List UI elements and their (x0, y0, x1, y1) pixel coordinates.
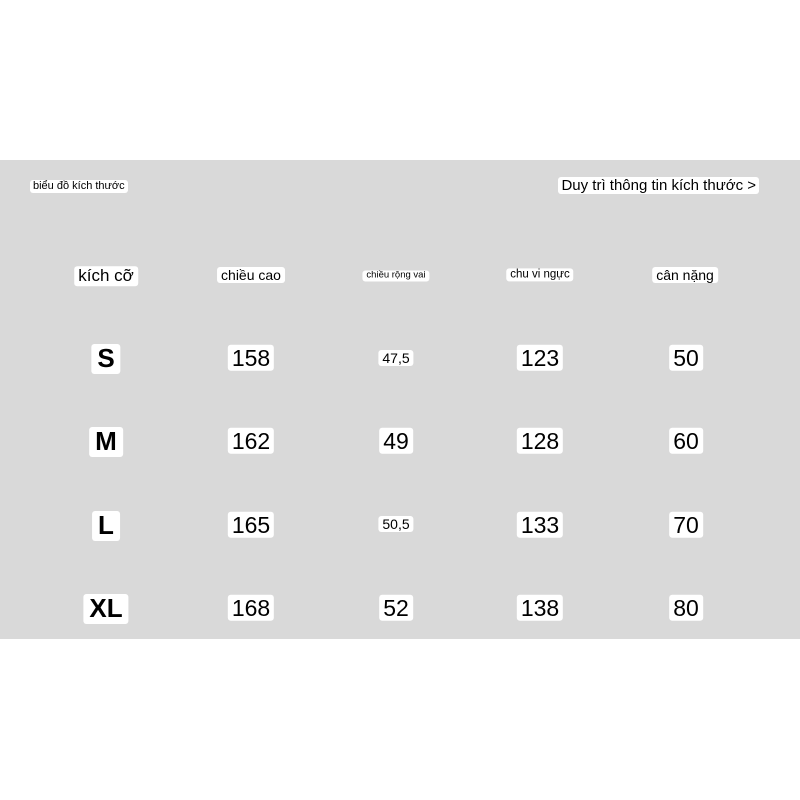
table-cell-chest: 138 (517, 595, 563, 621)
size-chart-panel (0, 160, 800, 639)
table-cell-weight: 70 (669, 512, 703, 538)
table-cell-shoulder: 52 (379, 595, 413, 621)
header-chest: chu vi ngực (506, 268, 573, 281)
table-cell-shoulder: 49 (379, 428, 413, 454)
table-cell-shoulder: 50,5 (378, 516, 413, 532)
header-shoulder-width: chiều rộng vai (362, 271, 429, 282)
table-cell-size: XL (83, 594, 128, 624)
table-cell-height: 162 (228, 428, 274, 454)
table-cell-weight: 80 (669, 595, 703, 621)
table-cell-size: L (92, 511, 120, 541)
table-cell-weight: 50 (669, 345, 703, 371)
table-cell-weight: 60 (669, 428, 703, 454)
table-cell-chest: 128 (517, 428, 563, 454)
table-cell-size: M (89, 427, 123, 457)
table-cell-height: 158 (228, 345, 274, 371)
table-cell-chest: 123 (517, 345, 563, 371)
maintain-size-info-link[interactable]: Duy trì thông tin kích thước > (558, 177, 759, 194)
header-weight: cân nặng (652, 267, 718, 283)
table-cell-size: S (91, 344, 120, 374)
header-size: kích cỡ (74, 266, 138, 286)
chart-title: biểu đồ kích thước (30, 180, 128, 193)
table-cell-height: 168 (228, 595, 274, 621)
header-height: chiều cao (217, 267, 285, 283)
table-cell-height: 165 (228, 512, 274, 538)
table-cell-shoulder: 47,5 (378, 350, 413, 366)
table-cell-chest: 133 (517, 512, 563, 538)
